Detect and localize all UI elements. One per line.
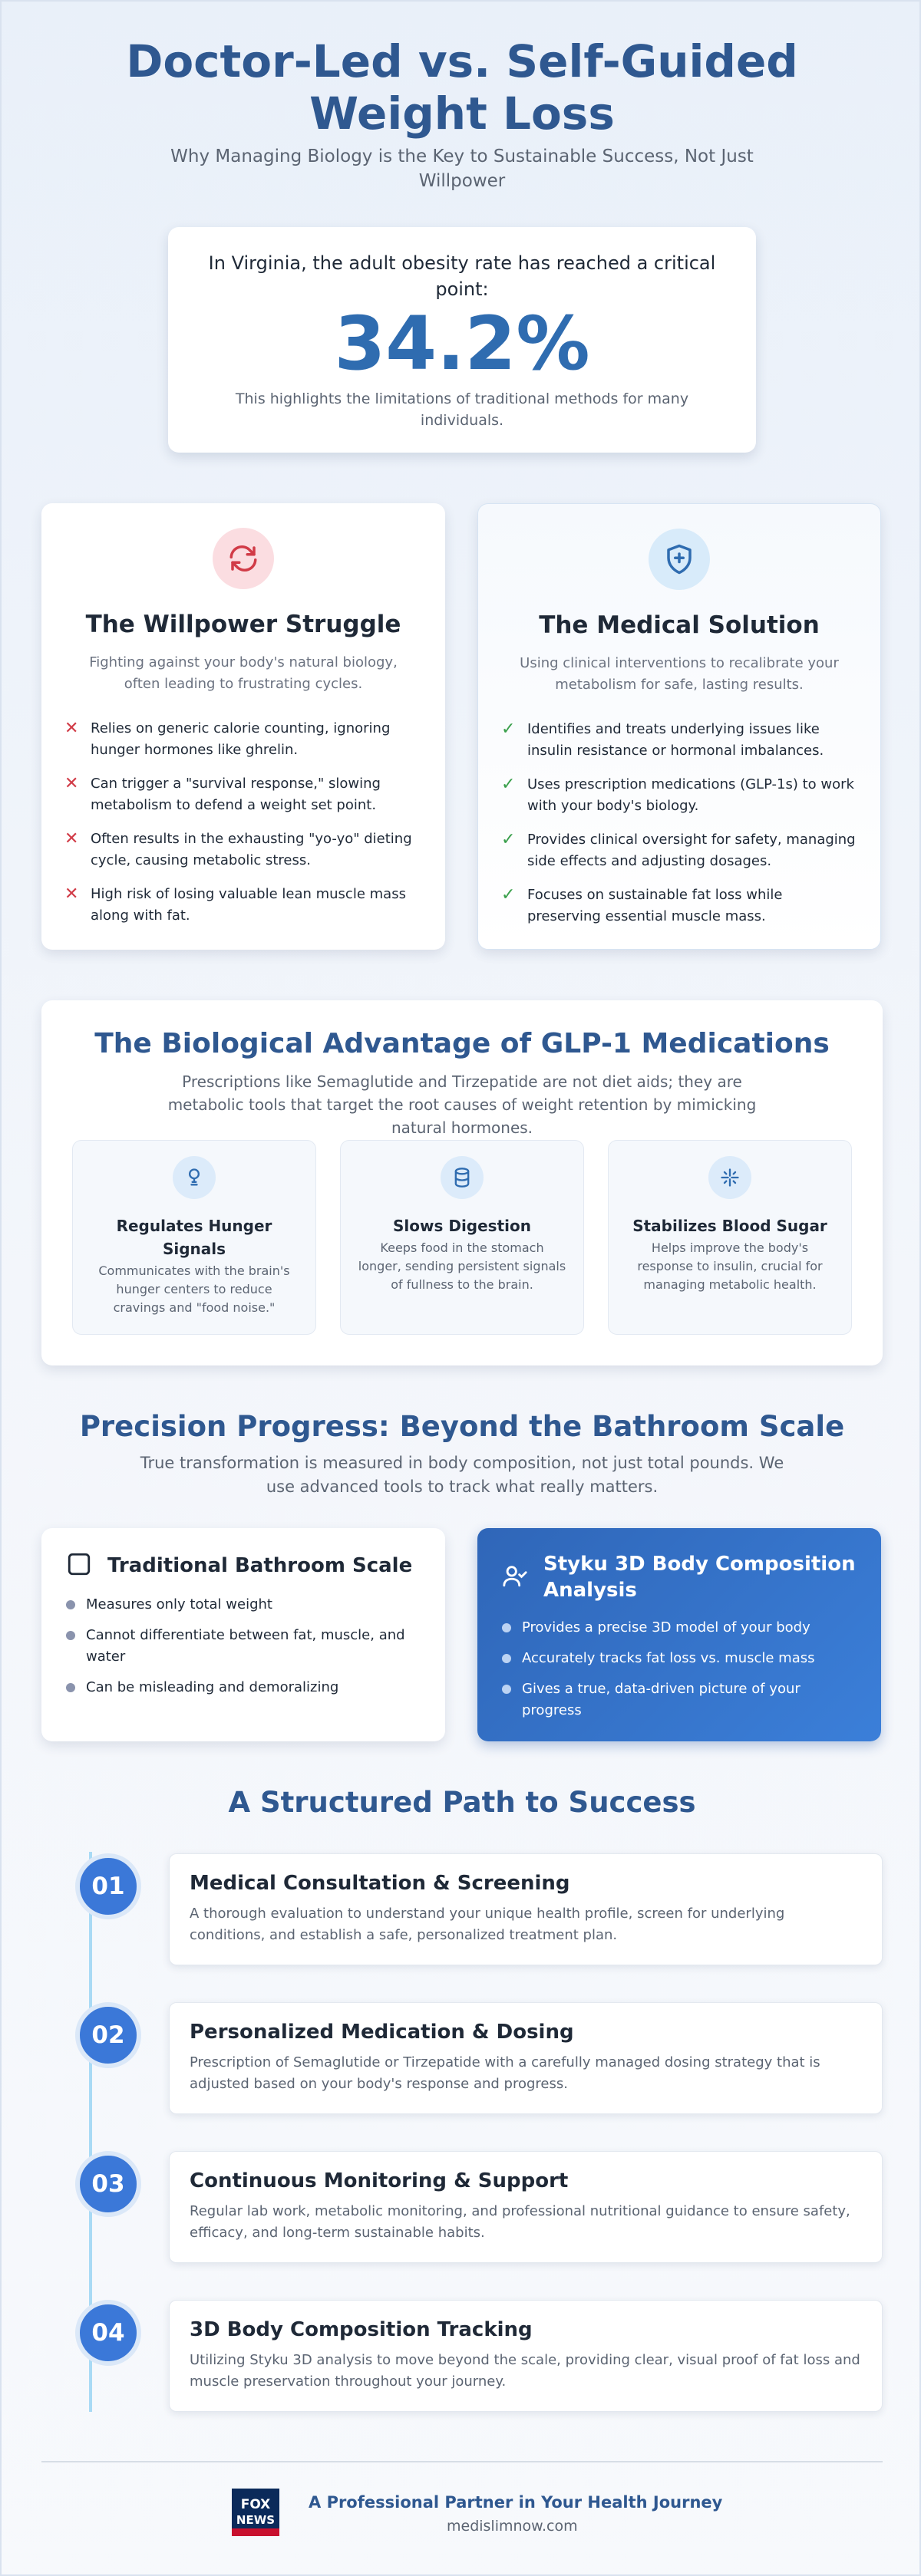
willpower-description: Fighting against your body's natural biology, often leading to frustrating cycles. (89, 654, 398, 692)
step-number: 01 (75, 1853, 141, 1919)
bullet-icon (502, 1685, 511, 1694)
step-card (169, 2151, 883, 2263)
check-icon: ✓ (501, 775, 516, 794)
step-card (169, 2300, 883, 2412)
path-title: A Structured Path to Success (228, 1786, 696, 1819)
step-text: Prescription of Semaglutide or Tirzepatide with a carefully managed dosing strategy that is adjusted based on your body's response and progress. (190, 2054, 820, 2092)
list-item: ✕ Can trigger a "survival response," slowing metabolism to defend a weight set point. (64, 773, 422, 816)
logo-line-2: NEWS (236, 2513, 276, 2527)
benefit-card-blood-sugar (608, 1140, 852, 1335)
styku-title: Styku 3D Body Composition Analysis (543, 1553, 856, 1602)
step-number: 04 (75, 2300, 141, 2366)
scale-list (66, 1594, 421, 1698)
benefit-title: Slows Digestion (393, 1217, 531, 1235)
page-subtitle: Why Managing Biology is the Key to Sustainable Success, Not Just Willpower (170, 147, 754, 191)
title-line-2: Weight Loss (309, 87, 615, 140)
benefit-text: Communicates with the brain's hunger centers to reduce cravings and "food noise." (98, 1263, 290, 1315)
benefit-title: Regulates Hunger Signals (116, 1217, 272, 1258)
footer-divider (41, 2461, 883, 2462)
step-title: Medical Consultation & Screening (190, 1872, 570, 1895)
sparkle-icon (708, 1156, 751, 1199)
step-title: 3D Body Composition Tracking (190, 2318, 533, 2341)
medical-title: The Medical Solution (539, 611, 820, 639)
list-item: ✕ Relies on generic calorie counting, ignoring hunger hormones like ghrelin. (64, 718, 422, 761)
list-item: Cannot differentiate between fat, muscle, and water (66, 1625, 421, 1668)
step-text: A thorough evaluation to understand your unique health profile, screen for underlying conditions, and establish a safe, personalized treatment plan. (190, 1906, 785, 1943)
benefit-card-hunger (72, 1140, 316, 1335)
check-icon: ✓ (501, 830, 516, 849)
list-item: Accurately tracks fat loss vs. muscle mass (502, 1648, 857, 1669)
benefit-text: Keeps food in the stomach longer, sending persistent signals of fullness to the brain. (358, 1240, 566, 1292)
stat-value: 34.2% (334, 301, 590, 387)
step-text: Utilizing Styku 3D analysis to move beyond the scale, providing clear, visual proof of fat loss and muscle preservation throughout your journey. (190, 2352, 860, 2390)
bullet-icon (66, 1631, 75, 1640)
willpower-title: The Willpower Struggle (85, 611, 401, 638)
medical-description: Using clinical interventions to recalibrate your metabolism for safe, lasting results. (520, 655, 839, 693)
brain-icon (173, 1156, 216, 1199)
check-icon: ✓ (501, 720, 516, 739)
step-title: Personalized Medication & Dosing (190, 2021, 574, 2044)
willpower-card (41, 503, 445, 950)
bullet-icon (66, 1600, 75, 1609)
glp1-section (41, 1000, 883, 1365)
check-icon: ✓ (501, 885, 516, 904)
list-item: Gives a true, data-driven picture of your progress (502, 1678, 857, 1721)
list-item: ✓ Identifies and treats underlying issues like insulin resistance or hormonal imbalances. (501, 719, 857, 762)
willpower-list (64, 718, 422, 927)
x-icon: ✕ (64, 774, 79, 793)
list-item: Measures only total weight (66, 1594, 421, 1616)
benefit-text: Helps improve the body's response to insulin, crucial for managing metabolic health. (637, 1240, 823, 1292)
refresh-icon (213, 528, 274, 589)
list-item: Provides a precise 3D model of your body (502, 1617, 857, 1639)
step-number: 03 (75, 2151, 141, 2217)
step-card (169, 2002, 883, 2114)
bullet-icon (502, 1623, 511, 1632)
logo-line-1: FOX (240, 2497, 271, 2512)
precision-title: Precision Progress: Beyond the Bathroom Scale (79, 1410, 845, 1443)
bathroom-scale-card (41, 1528, 445, 1741)
footer-tagline: A Professional Partner in Your Health Journey (309, 2493, 723, 2512)
list-item: ✓ Focuses on sustainable fat loss while preserving essential muscle mass. (501, 884, 857, 927)
fox-news-logo (232, 2489, 279, 2536)
glp1-description: Prescriptions like Semaglutide and Tirzepatide are not diet aids; they are metabolic tools that target the root causes of weight retention by mimicking natural hormones. (167, 1072, 757, 1137)
user-check-icon (502, 1563, 533, 1592)
stat-intro: In Virginia, the adult obesity rate has reached a critical point: (208, 252, 716, 300)
styku-card (477, 1528, 881, 1741)
list-item: ✓ Uses prescription medications (GLP-1s) to work with your body's biology. (501, 774, 857, 817)
x-icon: ✕ (64, 829, 79, 848)
medical-solution-card (477, 503, 881, 950)
title-line-1: Doctor-Led vs. Self-Guided (126, 35, 798, 87)
x-icon: ✕ (64, 884, 79, 904)
bullet-icon (66, 1683, 75, 1692)
list-item: ✕ High risk of losing valuable lean muscle mass along with fat. (64, 884, 422, 927)
bullet-icon (502, 1654, 511, 1663)
list-item: ✓ Provides clinical oversight for safety, managing side effects and adjusting dosages. (501, 829, 857, 872)
footer-website-link[interactable]: medislimnow.com (447, 2518, 578, 2535)
scale-title: Traditional Bathroom Scale (107, 1554, 413, 1577)
step-title: Continuous Monitoring & Support (190, 2169, 569, 2192)
step-number: 02 (75, 2002, 141, 2068)
page-title (2, 35, 921, 140)
shield-plus-icon (649, 529, 710, 590)
glp1-title: The Biological Advantage of GLP-1 Medications (94, 1028, 830, 1059)
step-card (169, 1853, 883, 1965)
database-icon (441, 1156, 484, 1199)
step-text: Regular lab work, metabolic monitoring, and professional nutritional guidance to ensure safety, efficacy, and long-term sustainable habits. (190, 2203, 850, 2241)
list-item: Can be misleading and demoralizing (66, 1677, 421, 1698)
precision-description: True transformation is measured in body composition, not just total pounds. We use advanced tools to track what really matters. (140, 1454, 784, 1496)
styku-list (502, 1617, 857, 1721)
obesity-stat-card (168, 227, 756, 453)
benefit-title: Stabilizes Blood Sugar (632, 1217, 827, 1235)
x-icon: ✕ (64, 719, 79, 738)
checkbox-icon (66, 1551, 97, 1580)
medical-list (501, 719, 857, 927)
list-item: ✕ Often results in the exhausting "yo-yo" dieting cycle, causing metabolic stress. (64, 828, 422, 871)
stat-note: This highlights the limitations of traditional methods for many individuals. (235, 390, 689, 429)
benefit-card-digestion (340, 1140, 584, 1335)
